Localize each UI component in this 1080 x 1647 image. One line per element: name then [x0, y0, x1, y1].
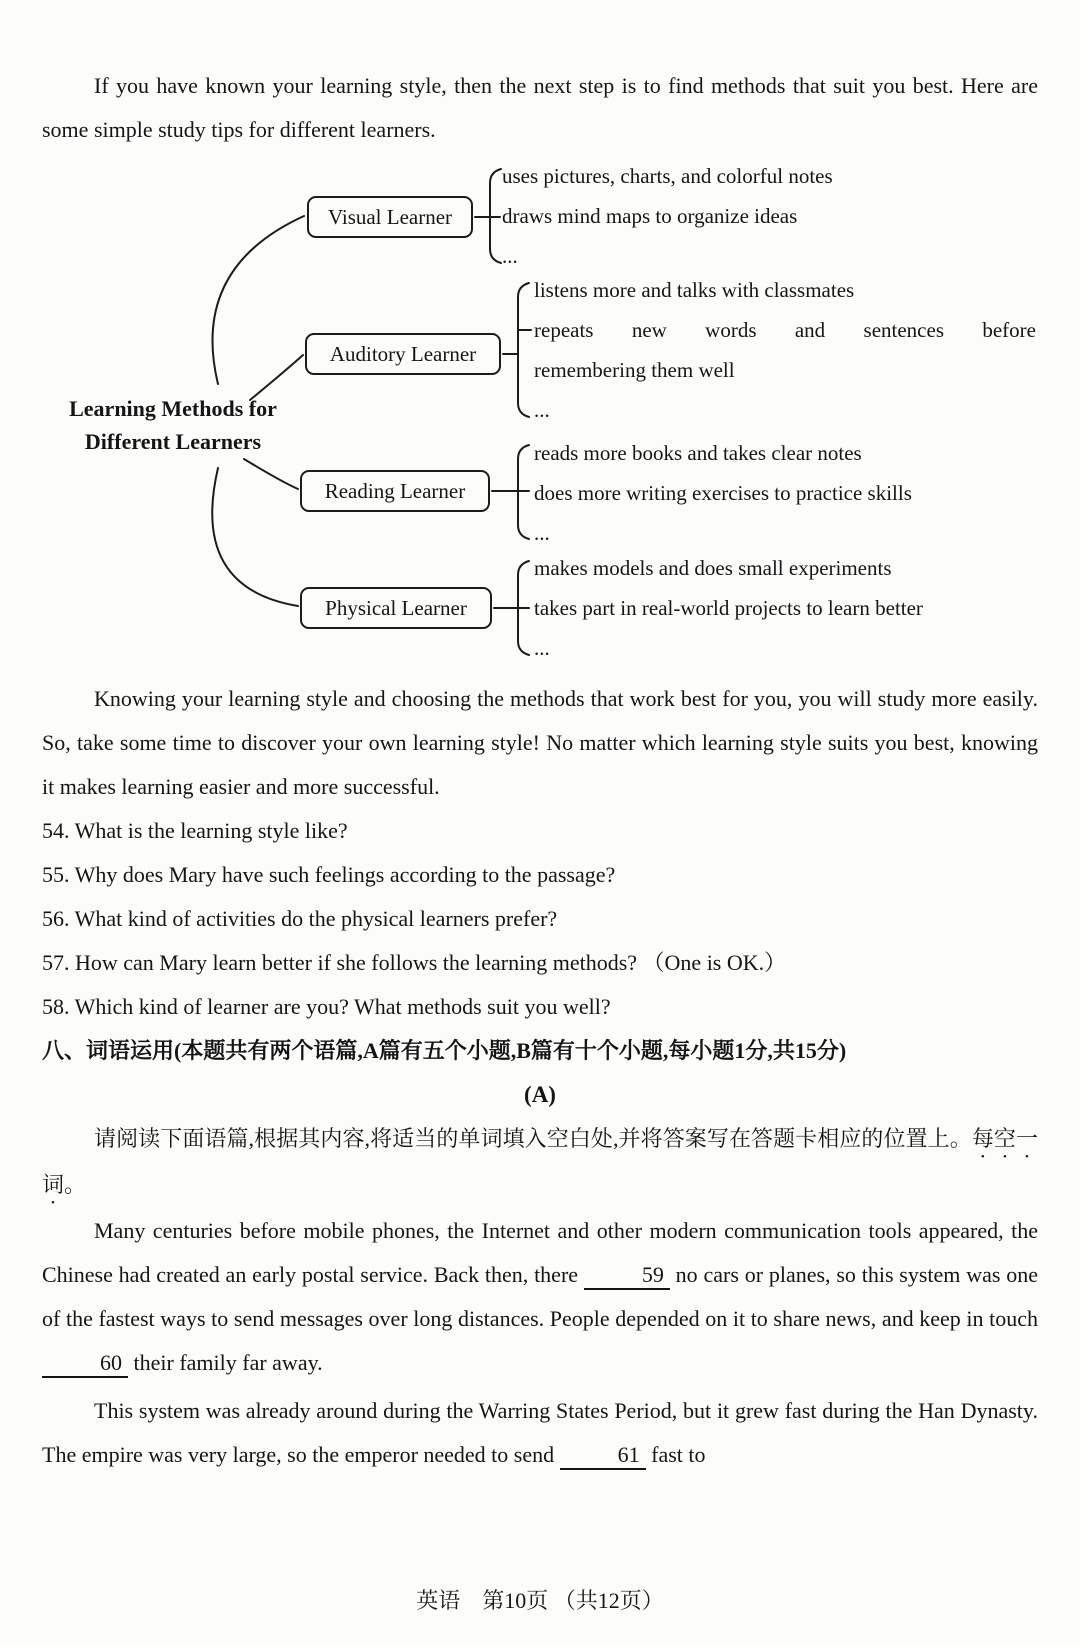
- question-58: 58. Which kind of learner are you? What methods suit you well?: [42, 994, 611, 1019]
- tip-item: does more writing exercises to practice skills: [534, 481, 912, 505]
- connector-root-to-physical: [212, 468, 298, 606]
- section-8-header: 八、词语运用(本题共有两个语篇,A篇有五个小题,B篇有十个小题,每小题1分,共15分): [42, 1038, 847, 1063]
- tip-item: uses pictures, charts, and colorful notes: [502, 164, 833, 188]
- tip-item: makes models and does small experiments: [534, 556, 892, 580]
- tip-item: draws mind maps to organize ideas: [502, 204, 798, 228]
- part-a-instructions: [42, 1117, 1038, 1209]
- root-label-line2: Different Learners: [84, 429, 262, 454]
- question-54: 54. What is the learning style like?: [42, 818, 348, 843]
- passage-a-paragraph-2: [42, 1389, 1038, 1477]
- tip-item: remembering them well: [534, 358, 735, 382]
- connector-root-to-visual: [212, 216, 304, 384]
- passage-text: This system was already around during the Warring States Period, but it grew fast during the Han Dynasty. The empire was very large, so the emperor needed to send: [42, 1398, 1038, 1467]
- tip-item: repeats new words and sentences before: [534, 318, 1036, 342]
- question-57: 57. How can Mary learn better if she follows the learning methods? （One is OK.）: [42, 950, 787, 975]
- question-56: 56. What kind of activities do the physical learners prefer?: [42, 906, 558, 931]
- visual-learner-box: Visual Learner: [307, 196, 473, 238]
- reading-learner-tips: [534, 433, 1036, 553]
- fill-blank-61: 61: [560, 1442, 646, 1470]
- root-label-line1: Learning Methods for: [69, 396, 277, 421]
- auditory-learner-tips: [534, 270, 1036, 430]
- part-a-label: (A): [524, 1082, 556, 1107]
- tip-item-ellipsis: ...: [502, 244, 518, 268]
- tip-item-ellipsis: ...: [534, 521, 550, 545]
- auditory-learner-box: Auditory Learner: [305, 333, 501, 375]
- diagram-root-label: [42, 392, 304, 458]
- reading-learner-box: Reading Learner: [300, 470, 490, 512]
- fill-blank-59: 59: [584, 1262, 670, 1290]
- question-list: [42, 809, 1038, 1029]
- tip-item-ellipsis: ...: [534, 636, 550, 660]
- question-55: 55. Why does Mary have such feelings according to the passage?: [42, 862, 616, 887]
- tip-item: reads more books and takes clear notes: [534, 441, 862, 465]
- passage-a-paragraph-1: [42, 1209, 1038, 1385]
- passage-text: their family far away.: [133, 1350, 323, 1375]
- intro-paragraph: If you have known your learning style, then the next step is to find methods that suit you best. Here are some simple study tips for different learners.: [42, 73, 1038, 142]
- tip-item: takes part in real-world projects to learn better: [534, 596, 923, 620]
- instructions-emphasized-text: 每空一词: [42, 1126, 1038, 1197]
- passage-text: no cars or planes, so this system was one of the fastest ways to send messages over long distances. People depended on it to share news, and keep in touch: [42, 1262, 1039, 1331]
- closing-paragraph: Knowing your learning style and choosing the methods that work best for you, you will study more easily. So, take some time to discover your own learning style! No matter which learning style suits you best, knowing it makes learning easier and more successful.: [42, 686, 1038, 799]
- physical-learner-box: Physical Learner: [300, 587, 492, 629]
- visual-learner-tips: [502, 156, 1004, 276]
- page-footer: 英语 第10页 （共12页）: [416, 1588, 664, 1613]
- physical-learner-tips: [534, 548, 1036, 668]
- tip-item: listens more and talks with classmates: [534, 278, 855, 302]
- instructions-period: 。: [64, 1172, 87, 1197]
- bracket-auditory: [518, 283, 529, 417]
- learning-methods-diagram: [42, 156, 1038, 671]
- tip-item-ellipsis: ...: [534, 398, 550, 422]
- instructions-text: 请阅读下面语篇,根据其内容,将适当的单词填入空白处,并将答案写在答题卡相应的位置上。: [94, 1126, 972, 1151]
- passage-text: Many centuries before mobile phones, the Internet and other modern communication tools appeared, the Chinese had created an early postal service. Back then, there: [42, 1218, 1038, 1287]
- passage-text: fast to: [651, 1442, 706, 1467]
- connector-root-to-reading: [244, 459, 298, 489]
- fill-blank-60: 60: [42, 1350, 128, 1378]
